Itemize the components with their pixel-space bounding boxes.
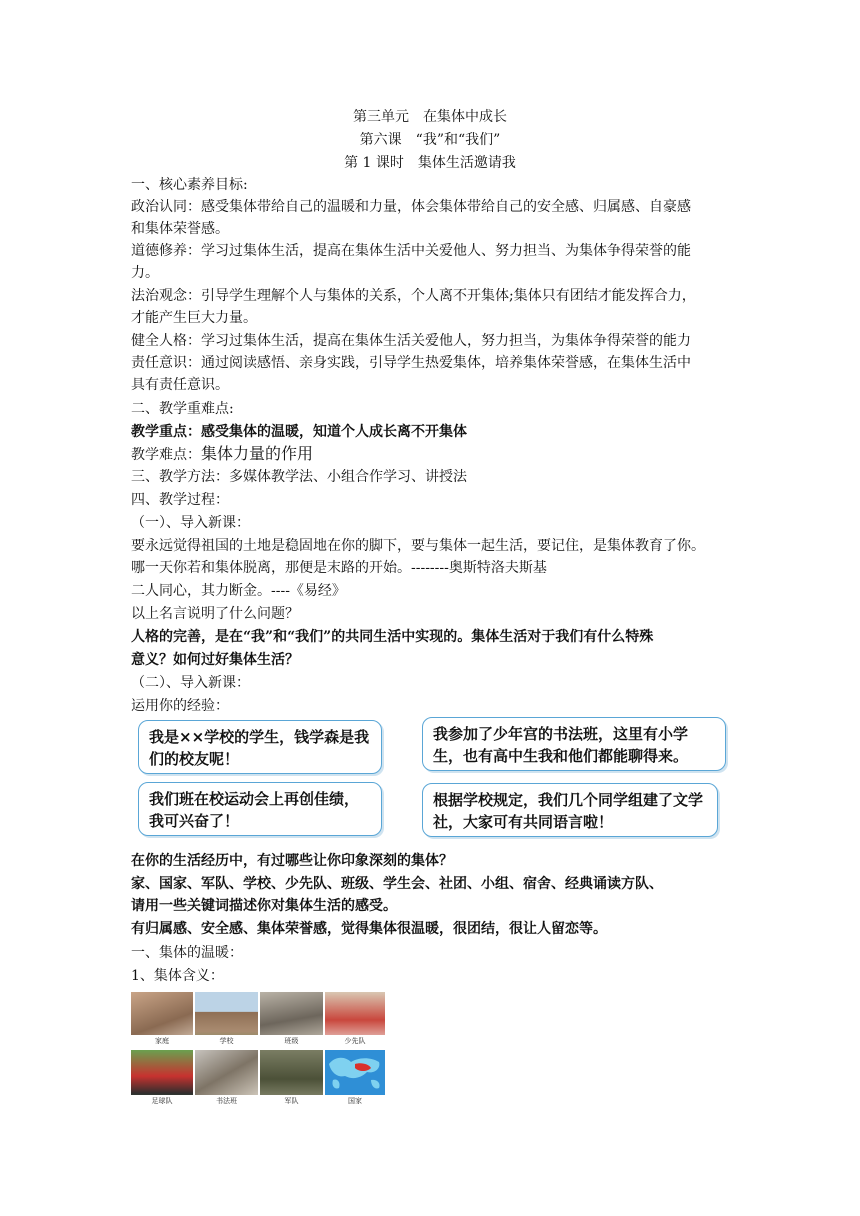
section-heading-warmth: 一、集体的温暖：	[131, 945, 243, 961]
unit-title: 第三单元 在集体中成长	[353, 109, 507, 125]
collectives-list: 家、国家、军队、学校、少先队、班级、学生会、社团、小组、宿舍、经典诵读方队、	[131, 876, 663, 892]
photo-label: 少先队	[325, 1035, 385, 1048]
experience-bubble-1: 我是××学校的学生，钱学森是我们的校友呢！	[138, 720, 382, 774]
question-quotes: 以上名言说明了什么问题？	[131, 606, 299, 622]
quote-line1: 要永远觉得祖国的土地是稳固地在你的脚下，要与集体一起生活，要记住，是集体教育了你。	[131, 538, 705, 554]
photo-calligraphy-class	[195, 1050, 258, 1108]
question-collectives: 在你的生活经历中，有过哪些让你印象深刻的集体？	[131, 853, 453, 869]
section-heading-methods: 三、教学方法：多媒体教学法、小组合作学习、讲授法	[131, 469, 467, 485]
difficult-point-text: 集体力量的作用	[201, 444, 314, 463]
collectives-photo-collage	[131, 992, 385, 1108]
experience-bubble-3: 我们班在校运动会上再创佳绩，我可兴奋了！	[138, 782, 382, 836]
question-keywords: 请用一些关键词描述你对集体生活的感受。	[131, 898, 397, 914]
goal-personality: 健全人格：学习过集体生活，提高在集体生活关爱他人，努力担当，为集体争得荣誉的能力	[131, 333, 691, 349]
period-title: 第 1 课时 集体生活邀请我	[344, 155, 516, 171]
photo-young-pioneers	[325, 992, 385, 1048]
section-heading-key-points: 二、教学重难点:	[131, 401, 234, 417]
goal-political-line1: 政治认同：感受集体带给自己的温暖和力量，体会集体带给自己的安全感、归属感、自豪感	[131, 199, 691, 215]
section-heading-process: 四、教学过程：	[131, 492, 229, 508]
answer-line1: 人格的完善，是在“我”和“我们”的共同生活中实现的。集体生活对于我们有什么特殊	[131, 629, 654, 645]
photo-label: 足球队	[131, 1095, 193, 1108]
goal-law-line1: 法治观念：引导学生理解个人与集体的关系，个人离不开集体;集体只有团结才能发挥合力，	[131, 288, 696, 304]
photo-football-team	[131, 1050, 193, 1108]
answer-line2: 意义？如何过好集体生活？	[131, 652, 299, 668]
goal-political-line2: 和集体荣誉感。	[131, 221, 229, 237]
photo-school	[195, 992, 258, 1048]
goal-moral-line1: 道德修养：学习过集体生活，提高在集体生活中关爱他人、努力担当、为集体争得荣誉的能	[131, 243, 691, 259]
experience-bubble-2: 我参加了少年宫的书法班，这里有小学生，也有高中生我和他们都能聊得来。	[422, 717, 726, 771]
quote-line2: 哪一天你若和集体脱离，那便是末路的开始。--------奥斯特洛夫斯基	[131, 560, 547, 576]
photo-label: 班级	[260, 1035, 323, 1048]
goal-law-line2: 才能产生巨大力量。	[131, 310, 257, 326]
experience-bubble-4: 根据学校规定，我们几个同学组建了文学社，大家可有共同语言啦！	[422, 783, 718, 837]
difficult-point	[131, 443, 736, 466]
goal-moral-line2: 力。	[131, 265, 159, 281]
subsection-intro-2: （二）、导入新课：	[131, 675, 250, 691]
photo-label: 学校	[195, 1035, 258, 1048]
photo-family	[131, 992, 193, 1048]
difficult-point-label: 教学难点：	[131, 447, 201, 463]
photo-label: 军队	[260, 1095, 323, 1108]
section-heading-goals: 一、核心素养目标:	[131, 177, 248, 193]
key-point: 教学重点：感受集体的温暖，知道个人成长离不开集体	[131, 424, 467, 440]
goal-responsibility-line1: 责任意识：通过阅读感悟、亲身实践，引导学生热爱集体，培养集体荣誉感，在集体生活中	[131, 355, 691, 371]
use-experience: 运用你的经验：	[131, 698, 229, 714]
subsection-intro-1: （一）、导入新课：	[131, 515, 250, 531]
keywords-answer: 有归属感、安全感、集体荣誉感，觉得集体很温暖，很团结，很让人留恋等。	[131, 921, 607, 937]
collective-definition: 1、集体含义：	[131, 968, 224, 984]
photo-army	[260, 1050, 323, 1108]
world-map-icon	[325, 1050, 385, 1095]
photo-class	[260, 992, 323, 1048]
photo-label: 国家	[325, 1095, 385, 1108]
quote-yijing: 二人同心，其力断金。----《易经》	[131, 583, 346, 599]
photo-label: 书法班	[195, 1095, 258, 1108]
photo-country-map	[325, 1050, 385, 1108]
lesson-title: 第六课 “我”和“我们”	[359, 132, 501, 148]
photo-label: 家庭	[131, 1035, 193, 1048]
goal-responsibility-line2: 具有责任意识。	[131, 377, 229, 393]
